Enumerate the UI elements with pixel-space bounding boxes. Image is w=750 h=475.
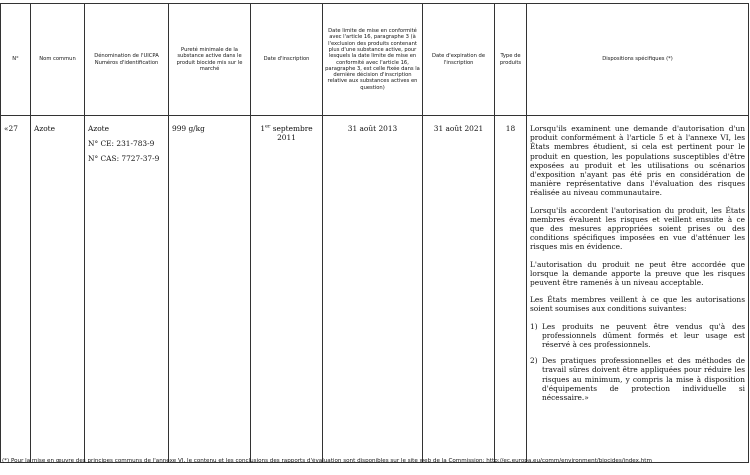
header-compliance-deadline: Date limite de mise en conformité avec l'article 16, paragraphe 3 (à l'exclusion des produits contenant plus d'une substance active, pour lesquels la date limite de mise en conformité avec l'article 16, paragraphe 3, est celle fixée dans la dernière décision d'inscription relative aux substances actives en question) — [323, 4, 423, 116]
header-common-name: Nom commun — [31, 4, 85, 116]
cas-number: N° CAS: 7727-37-9 — [88, 154, 160, 164]
ec-number: N° CE: 231-783-9 — [88, 139, 155, 149]
header-no: N° — [1, 4, 31, 116]
substance-table — [0, 3, 749, 463]
cell-provisions — [527, 116, 749, 463]
iupac-name: Azote — [88, 124, 110, 133]
cell-iupac — [85, 116, 169, 463]
condition-text: Des pratiques professionnelles et des méthodes de travail sûres doivent être appliquées pour réduire les risques au minimum, y compris la mise à disposition d'équipements de protection individuelle si nécessaire.» — [542, 356, 745, 403]
condition-item — [530, 356, 745, 402]
cell-common-name: Azote — [31, 116, 85, 463]
condition-number: 2) — [530, 356, 538, 366]
condition-item — [530, 322, 745, 350]
cell-purity: 999 g/kg — [169, 116, 251, 463]
inclusion-rest: septembre 2011 — [270, 124, 313, 143]
header-row — [1, 4, 749, 116]
cell-compliance-deadline: 31 août 2013 — [323, 116, 423, 463]
provision-paragraph: Lorsqu'ils examinent une demande d'autorisation d'un produit conformément à l'article 5 et à l'annexe VI, les États membres étudient, si cela est pertinent pour le produit en question, les populations susceptibles d'être exposées au produit et les utilisations ou scénarios d'exposition n'ayant pas été pris en considération de manière représentative dans l'évaluation des risques réalisée au niveau communautaire. — [530, 124, 745, 198]
condition-number: 1) — [530, 321, 538, 331]
provision-paragraph: Les États membres veillent à ce que les autorisations soient soumises aux conditions suivantes: — [530, 295, 745, 314]
inclusion-sup: er — [265, 123, 271, 130]
provision-paragraph: Lorsqu'ils accordent l'autorisation du produit, les États membres évaluent les risques et veillent ensuite à ce que des mesures appropriées soient prises ou des conditions spécifiques imposées en vue d'atténuer les risques mis en évidence. — [530, 205, 745, 252]
cell-expiry-date: 31 août 2021 — [423, 116, 495, 463]
header-provisions: Dispositions spécifiques (*) — [527, 4, 749, 116]
table-row — [1, 116, 749, 463]
cell-product-type: 18 — [495, 116, 527, 463]
footnote: (*) Pour la mise en œuvre des principes communs de l'annexe VI, le contenu et les conclusions des rapports d'évaluation sont disponibles sur le site web de la Commission: http://ec.europa.eu/comm/environment/biocides/index.htm — [2, 458, 652, 464]
header-expiry-date: Date d'expiration de l'inscription — [423, 4, 495, 116]
header-product-type: Type de produits — [495, 4, 527, 116]
cell-no: «27 — [1, 116, 31, 463]
header-purity: Pureté minimale de la substance active dans le produit biocide mis sur le marché — [169, 4, 251, 116]
inclusion-day: 1 — [260, 124, 266, 133]
provision-paragraph: L'autorisation du produit ne peut être accordée que lorsque la demande apporte la preuve que les risques peuvent être ramenés à un niveau acceptable. — [530, 259, 745, 288]
condition-text: Les produits ne peuvent être vendus qu'à des professionnels dûment formés et leur usage est réservé à ces professionnels. — [542, 321, 745, 350]
header-inclusion-date: Date d'inscription — [251, 4, 323, 116]
cell-inclusion-date — [251, 116, 323, 463]
header-iupac: Dénomination de l'UICPA Numéros d'identification — [85, 4, 169, 116]
